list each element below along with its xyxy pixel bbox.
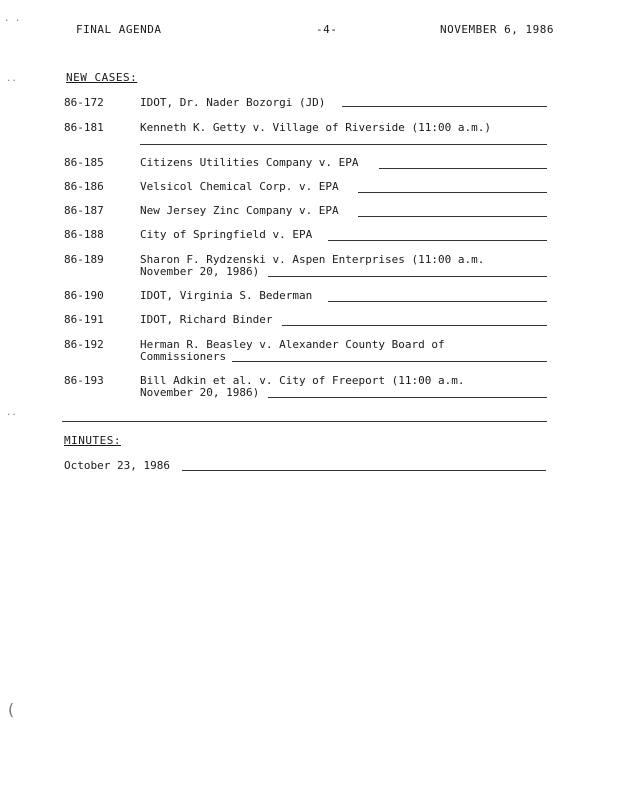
- section-divider: [62, 421, 547, 422]
- case-title: New Jersey Zinc Company v. EPA: [140, 204, 339, 217]
- signature-line: [140, 144, 547, 145]
- case-number: 86-191: [64, 313, 104, 326]
- case-number: 86-185: [64, 156, 104, 169]
- page-number: -4-: [316, 23, 338, 36]
- minutes-heading: MINUTES:: [64, 434, 121, 447]
- case-title: Velsicol Chemical Corp. v. EPA: [140, 180, 339, 193]
- scan-speck: . .: [4, 14, 21, 24]
- case-number: 86-172: [64, 96, 104, 109]
- new-cases-heading: NEW CASES:: [66, 71, 138, 84]
- case-title-continuation: Commissioners: [140, 350, 227, 363]
- signature-line: [182, 470, 546, 471]
- case-number: 86-192: [64, 338, 104, 351]
- scan-speck: ..: [6, 408, 17, 418]
- case-number: 86-181: [64, 121, 104, 134]
- header-date: NOVEMBER 6, 1986: [440, 23, 554, 36]
- signature-line: [328, 301, 547, 302]
- signature-line: [268, 397, 547, 398]
- header-title: FINAL AGENDA: [76, 23, 162, 36]
- scan-speck: ..: [6, 74, 17, 84]
- case-number: 86-186: [64, 180, 104, 193]
- case-title: Sharon F. Rydzenski v. Aspen Enterprises (11:00 a.m.: [140, 253, 485, 266]
- case-title: Herman R. Beasley v. Alexander County Board of: [140, 338, 445, 351]
- case-number: 86-190: [64, 289, 104, 302]
- case-number: 86-187: [64, 204, 104, 217]
- signature-line: [379, 168, 547, 169]
- case-number: 86-188: [64, 228, 104, 241]
- case-number: 86-189: [64, 253, 104, 266]
- case-title: Citizens Utilities Company v. EPA: [140, 156, 359, 169]
- case-title-continuation: November 20, 1986): [140, 265, 260, 278]
- signature-line: [232, 361, 547, 362]
- signature-line: [268, 276, 547, 277]
- signature-line: [342, 106, 547, 107]
- signature-line: [328, 240, 547, 241]
- case-title: IDOT, Richard Binder: [140, 313, 273, 326]
- signature-line: [282, 325, 547, 326]
- scan-speck: (: [6, 700, 16, 719]
- case-title: Bill Adkin et al. v. City of Freeport (11:00 a.m.: [140, 374, 465, 387]
- case-title: Kenneth K. Getty v. Village of Riverside (11:00 a.m.): [140, 121, 491, 134]
- case-title: City of Springfield v. EPA: [140, 228, 313, 241]
- case-title: IDOT, Dr. Nader Bozorgi (JD): [140, 96, 326, 109]
- minutes-entry: October 23, 1986: [64, 459, 170, 472]
- case-title: IDOT, Virginia S. Bederman: [140, 289, 313, 302]
- signature-line: [358, 216, 547, 217]
- signature-line: [358, 192, 547, 193]
- case-number: 86-193: [64, 374, 104, 387]
- case-title-continuation: November 20, 1986): [140, 386, 260, 399]
